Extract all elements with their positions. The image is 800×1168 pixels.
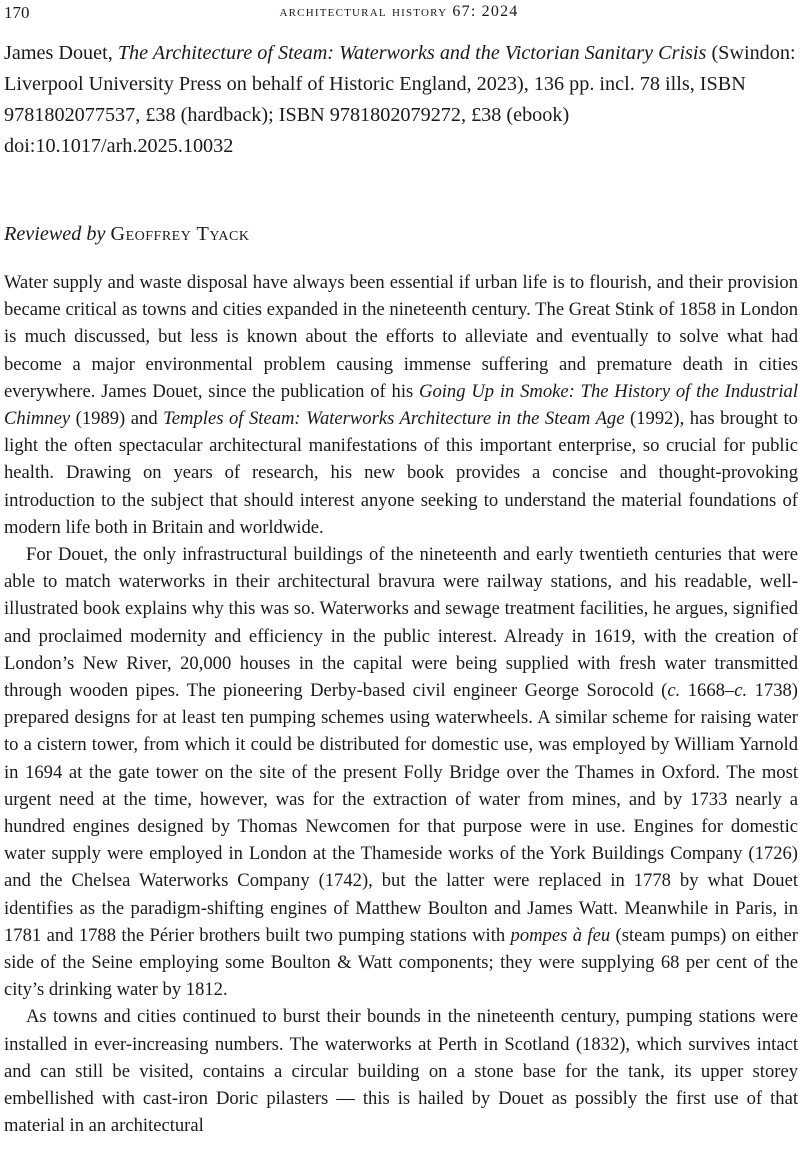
paragraph-2-text-b: 1668–	[680, 680, 735, 702]
running-head: architectural history 67: 2024	[279, 3, 519, 20]
paragraph-3	[4, 1003, 798, 1139]
paragraph-1-text-b: (1989) and	[70, 408, 164, 430]
citation-publisher-details: (Swindon: Liverpool University Press on behalf of Historic England, 2023), 136 pp. incl. 78 ills, ISBN 9781802077537, £38 (hardback); ISBN 9781802079272, £38 (ebook)	[4, 42, 796, 126]
book-citation	[4, 38, 796, 162]
review-body	[4, 269, 798, 1140]
paragraph-1-text-a: Water supply and waste disposal have always been essential if urban life is to flourish, and their provision became critical as towns and cities expanded in the nineteenth century. The Great Stink of 1858 in London is much discussed, but less is known about the efforts to alleviate and eventually to solve what had become a major environmental problem causing immense suffering and premature death in cities everywhere. James Douet, since the publication of his	[4, 272, 798, 402]
book-title-temples-of-steam: Temples of Steam: Waterworks Architecture in the Steam Age	[163, 408, 625, 430]
page-header	[4, 3, 794, 25]
citation-entry	[4, 38, 796, 131]
term-pompes-a-feu: pompes à feu	[510, 924, 611, 946]
reviewer-name: Geoffrey Tyack	[110, 223, 250, 245]
reviewer-line	[4, 219, 249, 250]
paragraph-2-text-d: (steam pumps) on either side of the Seine employing some Boulton & Watt components; they were supplying 68 per cent of the city’s drinking water by 1812.	[4, 924, 798, 1001]
circa-2: c.	[734, 680, 748, 702]
paragraph-2	[4, 541, 798, 1003]
paragraph-3-text-a: As towns and cities continued to burst their bounds in the nineteenth century, pumping stations were installed in ever-increasing numbers. The waterworks at Perth in Scotland (1832), which survives intact and can still be visited, contains a circular building on a stone base for the tank, its upper storey embellished with cast-iron Doric pilasters — this is hailed by Douet as possibly the first use of that material in an architectural	[4, 1006, 798, 1137]
paragraph-2-text-c: 1738) prepared designs for at least ten pumping schemes using waterwheels. A similar scheme for raising water to a cistern tower, from which it could be distributed for domestic use, was employed by William Yarnold in 1694 at the gate tower on the site of the present Folly Bridge over the Thames in Oxford. The most urgent need at the time, however, was for the extraction of water from mines, and by 1733 nearly a hundred engines designed by Thomas Newcomen for that purpose were in use. Engines for domestic water supply were employed in London at the Thameside works of the York Buildings Company (1726) and the Chelsea Waterworks Company (1742), but the latter were replaced in 1778 by what Douet identifies as the paradigm-shifting engines of Matthew Boulton and James Watt. Meanwhile in Paris, in 1781 and 1788 the Périer brothers built two pumping stations with	[4, 680, 798, 946]
circa-1: c.	[667, 680, 681, 702]
paragraph-2-text-a: For Douet, the only infrastructural buildings of the nineteenth and early twentieth centuries that were able to match waterworks in their architectural bravura were railway stations, and his readable, well-illustrated book explains why this was so. Waterworks and sewage treatment facilities, he argues, signified and proclaimed modernity and efficiency in the public interest. Already in 1619, with the creation of London’s New River, 20,000 houses in the capital were being supplied with fresh water transmitted through wooden pipes. The pioneering Derby-based civil engineer George Sorocold (	[4, 544, 798, 702]
reviewer-prefix: Reviewed by	[4, 223, 106, 245]
book-title-going-up-in-smoke: Going Up in Smoke: The History of the Industrial Chimney	[4, 380, 798, 430]
page-number: 170	[4, 3, 30, 22]
citation-doi: doi:10.1017/arh.2025.10032	[4, 135, 234, 157]
paragraph-1	[4, 269, 798, 541]
paragraph-1-text-c: (1992), has brought to light the often spectacular architectural manifestations of this important enterprise, so crucial for public health. Drawing on years of research, his new book provides a concise and thought-provoking introduction to the subject that should interest anyone seeking to understand the material foundations of modern life both in Britain and worldwide.	[4, 408, 798, 538]
citation-title: The Architecture of Steam: Waterworks and the Victorian Sanitary Crisis	[117, 42, 707, 64]
citation-author: James Douet,	[4, 42, 118, 64]
